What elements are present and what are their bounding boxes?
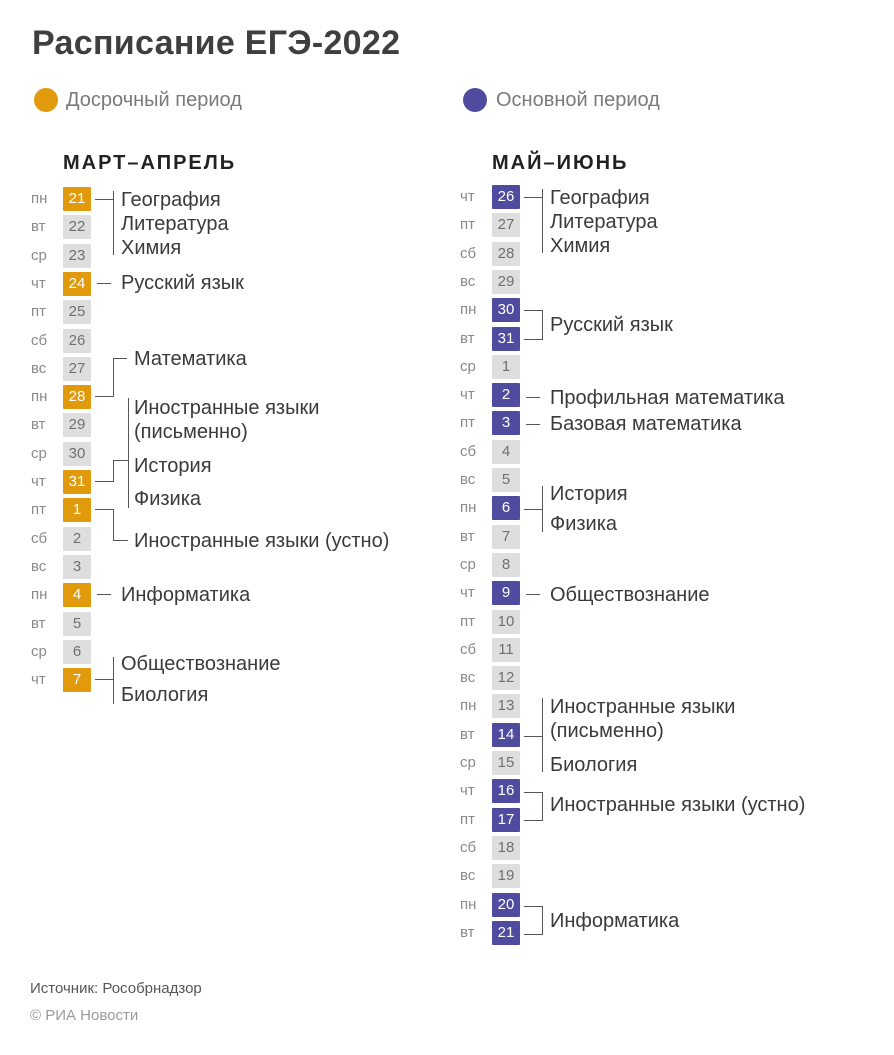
connector-line	[95, 481, 113, 482]
early-weekday: вт	[31, 218, 46, 236]
main-weekday: чт	[460, 386, 475, 404]
main-period-legend-dot	[463, 88, 487, 112]
connector-line	[524, 906, 542, 907]
subject-label: Иностранные языки	[134, 397, 320, 419]
main-day: 18	[492, 836, 520, 860]
main-day: 1	[492, 355, 520, 379]
connector-line	[113, 358, 127, 359]
connector-line	[542, 189, 543, 253]
early-weekday: вс	[31, 359, 47, 377]
main-weekday: пт	[460, 612, 475, 630]
early-weekday: пн	[31, 190, 48, 207]
connector-line	[95, 199, 113, 200]
main-exam-day: 14	[492, 723, 520, 747]
main-day: 7	[492, 525, 520, 549]
subject-label: Русский язык	[550, 314, 673, 336]
subject-label: Обществознание	[121, 653, 281, 675]
early-day: 22	[63, 215, 91, 239]
main-day: 4	[492, 440, 520, 464]
subject-label: Иностранные языки (устно)	[550, 794, 806, 816]
connector-line	[97, 283, 111, 284]
connector-line	[542, 310, 543, 340]
subject-label: Физика	[550, 513, 618, 535]
early-day: 3	[63, 555, 91, 579]
connector-line	[113, 540, 128, 541]
main-day: 11	[492, 638, 520, 662]
early-exam-day: 1	[63, 498, 91, 522]
main-exam-day: 9	[492, 581, 520, 605]
subject-label: История	[134, 455, 212, 477]
subject-label: Иностранные языки (устно)	[134, 530, 390, 552]
connector-line	[97, 594, 111, 595]
subject-label: Информатика	[550, 910, 680, 932]
early-period-legend-dot	[34, 88, 58, 112]
early-weekday: вт	[31, 416, 46, 434]
main-day: 12	[492, 666, 520, 690]
subject-label: Информатика	[121, 584, 251, 606]
main-weekday: сб	[460, 838, 477, 856]
connector-line	[524, 934, 542, 935]
early-weekday: вс	[31, 557, 47, 575]
main-weekday: пт	[460, 216, 475, 234]
early-day: 26	[63, 329, 91, 353]
connector-line	[524, 820, 542, 821]
subject-label: История	[550, 483, 628, 505]
main-weekday: ср	[460, 357, 476, 375]
subject-label: (письменно)	[134, 421, 248, 443]
main-weekday: пт	[460, 414, 475, 432]
main-weekday: пн	[460, 895, 477, 913]
connector-line	[524, 736, 542, 737]
main-weekday: вс	[460, 669, 476, 687]
connector-line	[113, 358, 114, 397]
early-exam-day: 28	[63, 385, 91, 409]
main-weekday: ср	[460, 754, 476, 771]
early-weekday: пт	[31, 501, 46, 519]
subject-label: Химия	[550, 235, 611, 257]
main-weekday: вс	[460, 867, 476, 885]
main-weekday: сб	[460, 640, 477, 658]
connector-line	[113, 509, 114, 541]
subject-label: География	[550, 187, 650, 209]
early-exam-day: 21	[63, 187, 91, 211]
main-weekday: пн	[460, 301, 477, 319]
subject-label: Литература	[550, 211, 658, 233]
main-weekday: вт	[460, 527, 475, 545]
main-day: 29	[492, 270, 520, 294]
connector-line	[524, 792, 542, 793]
early-exam-day: 7	[63, 668, 91, 692]
source-note: Источник: Рособрнадзор	[30, 980, 202, 997]
main-day: 5	[492, 468, 520, 492]
main-day: 19	[492, 864, 520, 888]
page-title: Расписание ЕГЭ-2022	[32, 24, 401, 62]
main-exam-day: 21	[492, 921, 520, 945]
main-period-legend-label: Основной период	[496, 89, 660, 111]
main-weekday: сб	[460, 442, 477, 460]
early-weekday: вт	[31, 614, 46, 632]
early-weekday: чт	[31, 274, 46, 292]
subject-label: Базовая математика	[550, 413, 742, 435]
connector-line	[95, 509, 113, 510]
subject-label: Физика	[134, 488, 202, 510]
subject-label: Профильная математика	[550, 387, 785, 409]
main-exam-day: 17	[492, 808, 520, 832]
connector-line	[113, 460, 128, 461]
subject-label: Математика	[134, 348, 247, 370]
subject-label: Химия	[121, 237, 182, 259]
copyright-note: © РИА Новости	[30, 1007, 139, 1024]
early-weekday: пн	[31, 388, 48, 406]
connector-line	[542, 698, 543, 772]
main-exam-day: 26	[492, 185, 520, 209]
connector-line	[542, 792, 543, 821]
early-exam-day: 24	[63, 272, 91, 296]
early-day: 5	[63, 612, 91, 636]
connector-line	[524, 509, 542, 510]
connector-line	[542, 486, 543, 532]
main-exam-day: 6	[492, 496, 520, 520]
early-weekday: ср	[31, 444, 47, 462]
main-weekday: пт	[460, 810, 475, 828]
connector-line	[95, 679, 113, 680]
subject-label: Биология	[550, 754, 638, 776]
connector-line	[113, 657, 114, 704]
connector-line	[524, 197, 542, 198]
main-day: 13	[492, 694, 520, 718]
main-weekday: ср	[460, 555, 476, 573]
connector-line	[526, 594, 540, 595]
main-weekday: чт	[460, 782, 475, 800]
connector-line	[524, 310, 542, 311]
subject-label: (письменно)	[550, 720, 664, 742]
main-weekday: сб	[460, 244, 477, 262]
main-exam-day: 16	[492, 779, 520, 803]
subject-label: Иностранные языки	[550, 696, 736, 718]
connector-line	[542, 906, 543, 935]
early-weekday: сб	[31, 529, 48, 547]
main-exam-day: 30	[492, 298, 520, 322]
early-weekday: чт	[31, 473, 46, 490]
main-day: 27	[492, 213, 520, 237]
early-day: 30	[63, 442, 91, 466]
early-exam-day: 4	[63, 583, 91, 607]
early-day: 29	[63, 413, 91, 437]
main-weekday: вт	[460, 923, 475, 941]
subject-label: Русский язык	[121, 272, 244, 294]
main-day: 8	[492, 553, 520, 577]
main-weekday: чт	[460, 188, 475, 205]
main-weekday: пн	[460, 499, 477, 517]
main-weekday: пн	[460, 697, 477, 715]
main-weekday: вт	[460, 725, 475, 743]
subject-label: Литература	[121, 213, 229, 235]
main-day: 28	[492, 242, 520, 266]
connector-line	[113, 191, 114, 255]
early-day: 6	[63, 640, 91, 664]
connector-line	[95, 396, 113, 397]
main-weekday: чт	[460, 584, 475, 602]
early-weekday: сб	[31, 331, 48, 349]
main-exam-day: 3	[492, 411, 520, 435]
connector-line	[524, 339, 542, 340]
main-exam-day: 2	[492, 383, 520, 407]
early-day: 23	[63, 244, 91, 268]
connector-line	[526, 397, 540, 398]
early-weekday: ср	[31, 642, 47, 660]
main-weekday: вт	[460, 329, 475, 347]
main-day: 10	[492, 610, 520, 634]
early-day: 25	[63, 300, 91, 324]
main-exam-day: 31	[492, 327, 520, 351]
early-weekday: пт	[31, 303, 46, 321]
subject-label: Биология	[121, 684, 209, 706]
early-day: 27	[63, 357, 91, 381]
main-weekday: вс	[460, 272, 476, 290]
subject-label: Обществознание	[550, 584, 710, 606]
connector-line	[128, 398, 129, 508]
main-exam-day: 20	[492, 893, 520, 917]
connector-line	[113, 460, 114, 482]
connector-line	[526, 424, 540, 425]
early-weekday: ср	[31, 246, 47, 264]
main-column-title: МАЙ–ИЮНЬ	[492, 152, 629, 174]
main-weekday: вс	[460, 471, 476, 488]
early-exam-day: 31	[63, 470, 91, 494]
early-column-title: МАРТ–АПРЕЛЬ	[63, 152, 237, 174]
early-weekday: чт	[31, 671, 46, 689]
subject-label: География	[121, 189, 221, 211]
main-day: 15	[492, 751, 520, 775]
early-period-legend-label: Досрочный период	[66, 89, 242, 111]
early-day: 2	[63, 527, 91, 551]
early-weekday: пн	[31, 586, 48, 604]
